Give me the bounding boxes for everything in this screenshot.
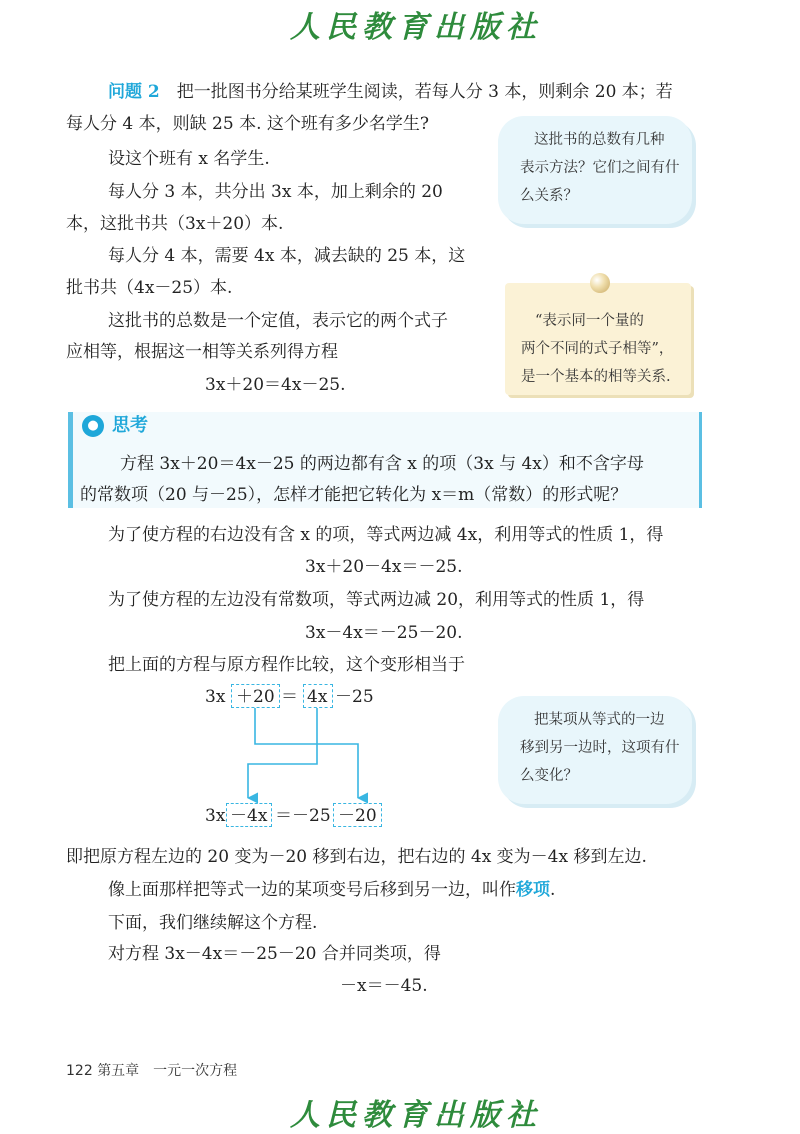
problem-para-3a: 每人分 4 本，需要 4x 本，减去缺的 25 本，这 [108, 246, 466, 266]
rest-equation: －x＝－45. [340, 976, 428, 996]
page-number: 122 [66, 1063, 93, 1079]
problem-equation: 3x＋20＝4x－25. [205, 375, 346, 395]
arrow-plus20-to-right [255, 708, 358, 798]
rest-line-2 [108, 878, 555, 902]
rest-line-2-text: 像上面那样把等式一边的某项变号后移到另一边，叫作 [108, 880, 516, 900]
problem-line-1 [108, 80, 673, 104]
think-line-2: 的常数项（20 与－25），怎样才能把它转化为 x＝m（常数）的形式呢？ [80, 485, 628, 505]
step-2: 为了使方程的左边没有常数项，等式两边减 20，利用等式的性质 1，得 [108, 590, 645, 610]
problem-para-4a: 这批书的总数是一个定值，表示它的两个式子 [108, 311, 448, 331]
problem-label: 问题 2 [108, 82, 160, 102]
diagram-top-3x: 3x [205, 687, 226, 707]
problem-para-3b: 批书共（4x－25）本. [66, 278, 233, 298]
step-1-equation: 3x＋20－4x＝－25. [305, 557, 463, 577]
lightbulb-icon: ● [82, 415, 104, 437]
pinned-note [505, 283, 691, 395]
term-transposition: 移项 [516, 880, 550, 900]
page-footer [66, 1060, 237, 1080]
diagram-arrows [200, 700, 400, 810]
diagram-top-plus20: ＋20 [236, 687, 275, 707]
pinned-note-line-1: “表示同一个量的 [535, 313, 644, 329]
rest-line-2-end: . [550, 880, 556, 900]
hint-cloud-1-line-3: 么关系？ [520, 188, 578, 204]
problem-line-2: 每人分 4 本，则缺 25 本. 这个班有多少名学生? [66, 114, 429, 134]
hint-cloud-2-line-3: 么变化？ [520, 768, 578, 784]
diagram-top-4x: 4x [307, 687, 328, 707]
diagram-bottom-eq-minus25: ＝－25 [275, 806, 331, 826]
hint-cloud-2-line-2: 移到另一边时，这项有什 [520, 740, 680, 756]
hint-cloud-2-line-1: 把某项从等式的一边 [534, 712, 665, 728]
diagram-top-minus25: －25 [335, 687, 374, 707]
step-2-equation: 3x－4x＝－25－20. [305, 623, 463, 643]
problem-para-2b: 本，这批书共（3x＋20）本. [66, 214, 284, 234]
diagram-bottom-minus4x: －4x [230, 806, 268, 826]
problem-para-1: 设这个班有 x 名学生. [108, 149, 270, 169]
rest-line-1: 即把原方程左边的 20 变为－20 移到右边，把右边的 4x 变为－4x 移到左边. [66, 847, 647, 867]
problem-para-4b: 应相等，根据这一相等关系列得方程 [66, 342, 338, 362]
diagram-bottom-minus20: －20 [338, 806, 377, 826]
diagram-bottom-3x: 3x [205, 806, 226, 826]
diagram-top-equals: ＝ [281, 687, 298, 707]
hint-cloud-1-line-2: 表示方法？它们之间有什 [520, 160, 680, 176]
problem-text-1: 把一批图书分给某班学生阅读，若每人分 3 本，则剩余 20 本；若 [176, 82, 673, 102]
publisher-brand-top: 人民教育出版社 [290, 10, 542, 45]
problem-para-2a: 每人分 3 本，共分出 3x 本，加上剩余的 20 [108, 182, 443, 202]
hint-cloud-1 [502, 120, 688, 220]
pinned-note-line-2: 两个不同的式子相等”， [521, 341, 674, 357]
pinned-note-line-3: 是一个基本的相等关系. [521, 369, 671, 385]
think-title: 思考 [112, 415, 148, 436]
rest-line-3: 下面，我们继续解这个方程. [108, 913, 318, 933]
step-3: 把上面的方程与原方程作比较，这个变形相当于 [108, 655, 465, 675]
step-1: 为了使方程的右边没有含 x 的项，等式两边减 4x，利用等式的性质 1，得 [108, 525, 664, 545]
arrow-4x-to-left [248, 708, 317, 798]
hint-cloud-1-line-1: 这批书的总数有几种 [534, 132, 665, 148]
think-line-1: 方程 3x＋20＝4x－25 的两边都有含 x 的项（3x 与 4x）和不含字母 [120, 454, 644, 474]
pushpin-icon [590, 273, 610, 293]
rest-line-4: 对方程 3x－4x＝－25－20 合并同类项，得 [108, 944, 441, 964]
chapter-title: 第五章 一元一次方程 [97, 1063, 238, 1079]
publisher-brand-bottom: 人民教育出版社 [290, 1098, 542, 1133]
hint-cloud-2 [502, 700, 688, 800]
